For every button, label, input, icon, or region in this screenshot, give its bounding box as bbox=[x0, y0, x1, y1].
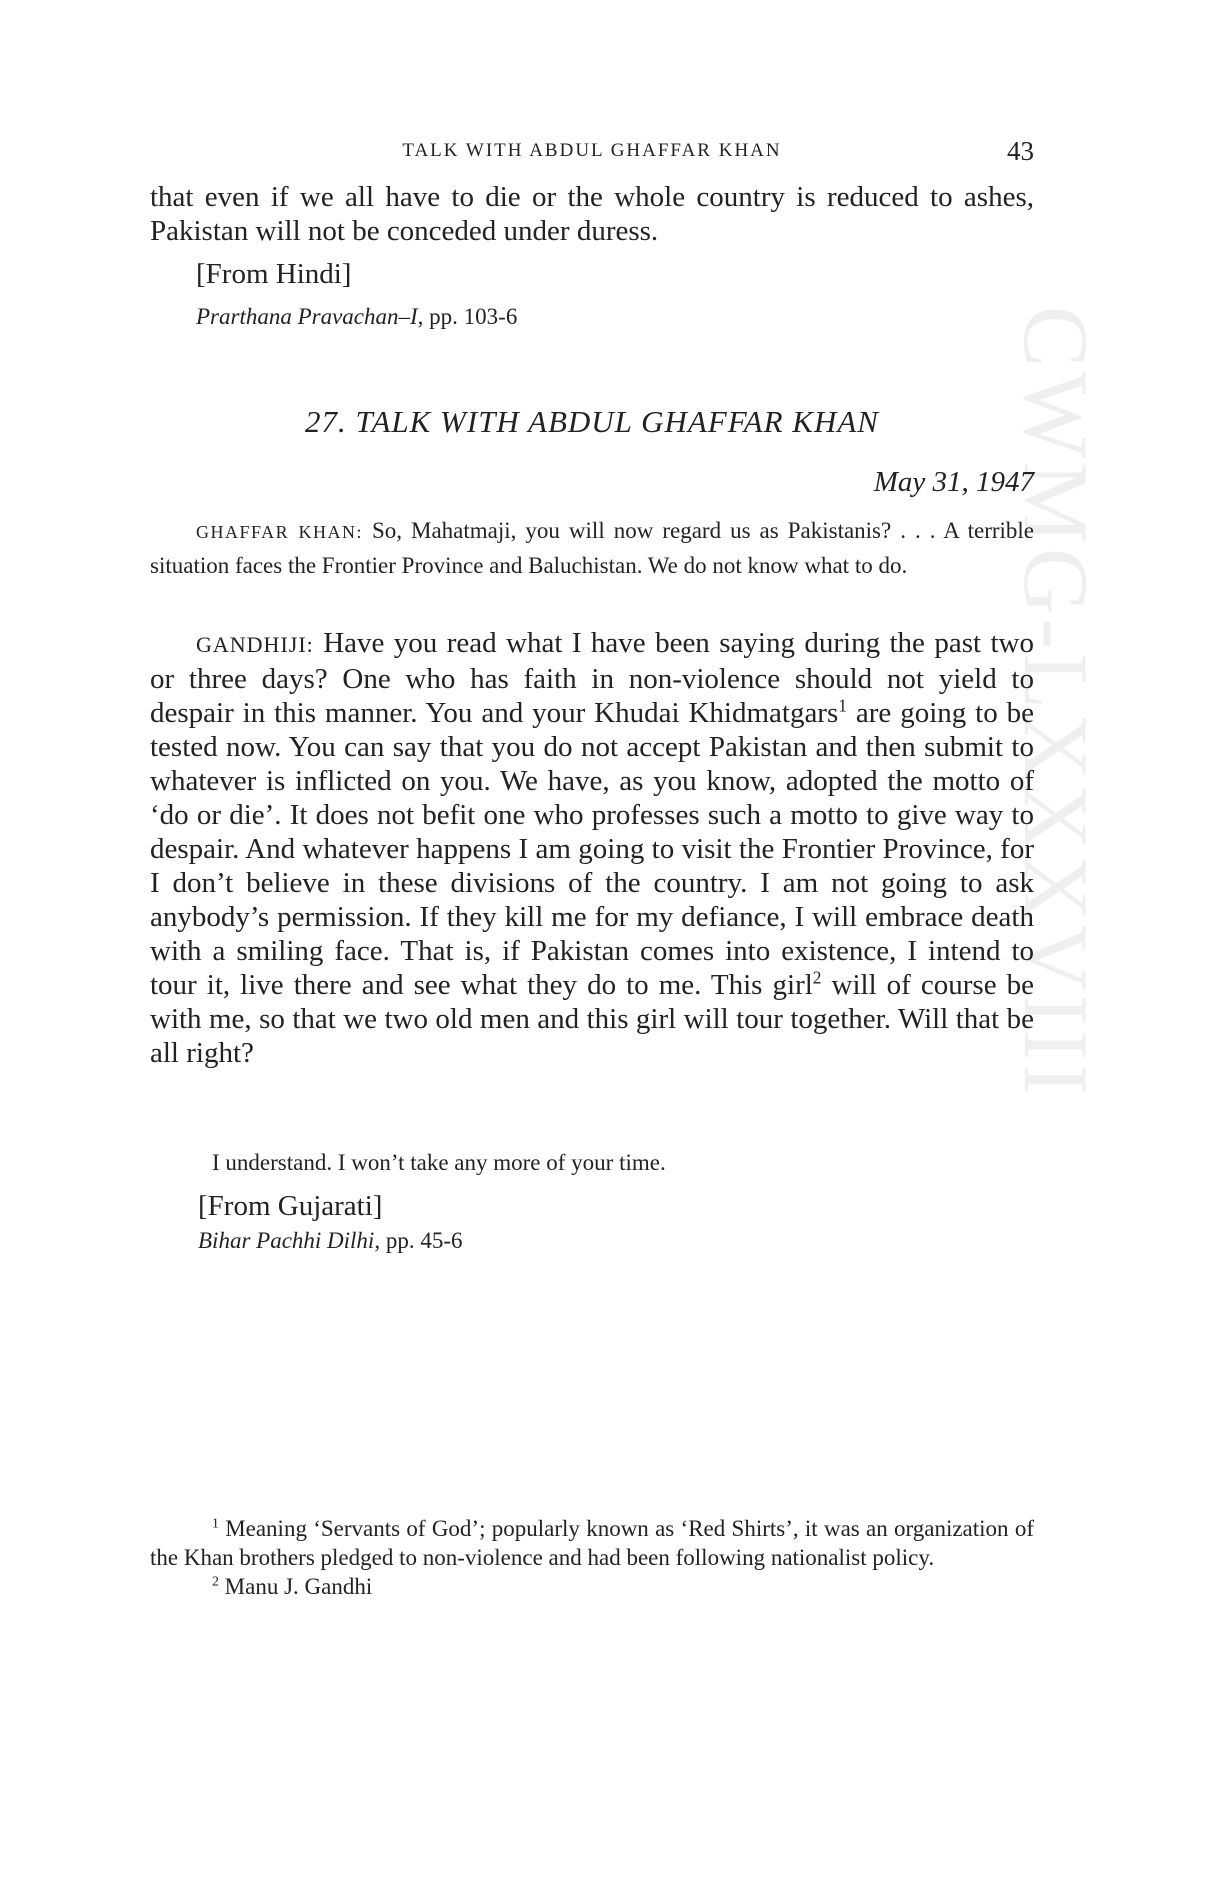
gandhiji-reply bbox=[150, 626, 1034, 1070]
ghaffar-paragraph bbox=[150, 514, 1034, 582]
citation bbox=[198, 1228, 463, 1253]
watermark: CWMG-LXXXVIII bbox=[1005, 306, 1107, 1099]
citation-title: Prarthana Pravachan–I bbox=[196, 304, 418, 329]
speaker-ghaffar-khan: GHAFFAR KHAN: bbox=[196, 522, 363, 542]
footnote-marker-2: 2 bbox=[212, 1573, 219, 1589]
ghaffar-text: So, Mahatmaji, you will now regard us as Pakistanis? . . . A terrible situation faces the Frontier Province and Baluchistan. We do not know what to do. bbox=[150, 518, 1034, 578]
gandhiji-text-part-2: are going to be tested now. You can say that you do not accept Pakistan and then submit to whatever is inflicted on you. We have, as you know, adopted the motto of ‘do or die’. It does not befit one who professes such a motto to give way to despair. And whatever happens I am going to visit the Frontier Province, for I don’t believe in these divisions of the country. I am not going to ask anybody’s permission. If they kill me for my defiance, I will embrace death with a smiling face. That is, if Pakistan comes into existence, I intend to tour it, live there and see what they do to me. This girl bbox=[150, 697, 1034, 1001]
footnote-marker-1: 1 bbox=[212, 1515, 219, 1531]
citation-pages: , pp. 45-6 bbox=[374, 1228, 463, 1253]
continuation-text bbox=[150, 180, 1034, 248]
continuation-paragraph: that even if we all have to die or the whole country is reduced to ashes, Pakistan will not be conceded under duress. bbox=[150, 181, 1034, 247]
footnotes bbox=[150, 1514, 1034, 1601]
citation-title: Bihar Pachhi Dilhi bbox=[198, 1228, 375, 1253]
ghaffar-khan-reply bbox=[212, 1146, 1034, 1179]
footnote-2 bbox=[150, 1572, 1034, 1601]
running-head-title: TALK WITH ABDUL GHAFFAR KHAN bbox=[402, 140, 782, 161]
page-number: 43 bbox=[1007, 136, 1034, 166]
footnote-ref-2[interactable]: 2 bbox=[812, 967, 822, 988]
ghaffar-reply-paragraph: I understand. I won’t take any more of your time. bbox=[212, 1150, 666, 1175]
footnote-ref-1[interactable]: 1 bbox=[838, 695, 847, 716]
citation-pages: , pp. 103-6 bbox=[417, 304, 518, 329]
gandhiji-text-part-3: will of course be with me, so that we two old men and this girl will tour together. Will that be all right? bbox=[150, 969, 1034, 1069]
footnote-2-text: Manu J. Gandhi bbox=[218, 1574, 373, 1599]
running-head bbox=[150, 136, 1034, 166]
gandhiji-paragraph bbox=[150, 626, 1034, 1070]
footnote-1-text: Meaning ‘Servants of God’; popularly known as ‘Red Shirts’, it was an organization of the Khan brothers pledged to non-violence and had been following nationalist policy. bbox=[150, 1516, 1034, 1570]
footnote-1 bbox=[150, 1514, 1034, 1572]
continuation-source-language bbox=[196, 258, 1034, 291]
article-citation bbox=[198, 1228, 1034, 1254]
ghaffar-khan-question bbox=[150, 514, 1034, 582]
speaker-gandhiji: GANDHIJI: bbox=[196, 632, 314, 657]
continuation-citation bbox=[196, 304, 1034, 330]
source-language: [From Gujarati] bbox=[198, 1190, 383, 1222]
article-source-language bbox=[198, 1190, 1034, 1223]
article-date: May 31, 1947 bbox=[873, 466, 1034, 498]
source-language: [From Hindi] bbox=[196, 258, 352, 290]
gandhiji-text-part-1: Have you read what I have been saying during the past two or three days? One who has faith in non-violence should not yield to despair in this manner. You and your Khudai Khidmatgars bbox=[150, 627, 1034, 729]
article-title: 27. TALK WITH ABDUL GHAFFAR KHAN bbox=[305, 404, 879, 439]
citation bbox=[196, 304, 517, 329]
